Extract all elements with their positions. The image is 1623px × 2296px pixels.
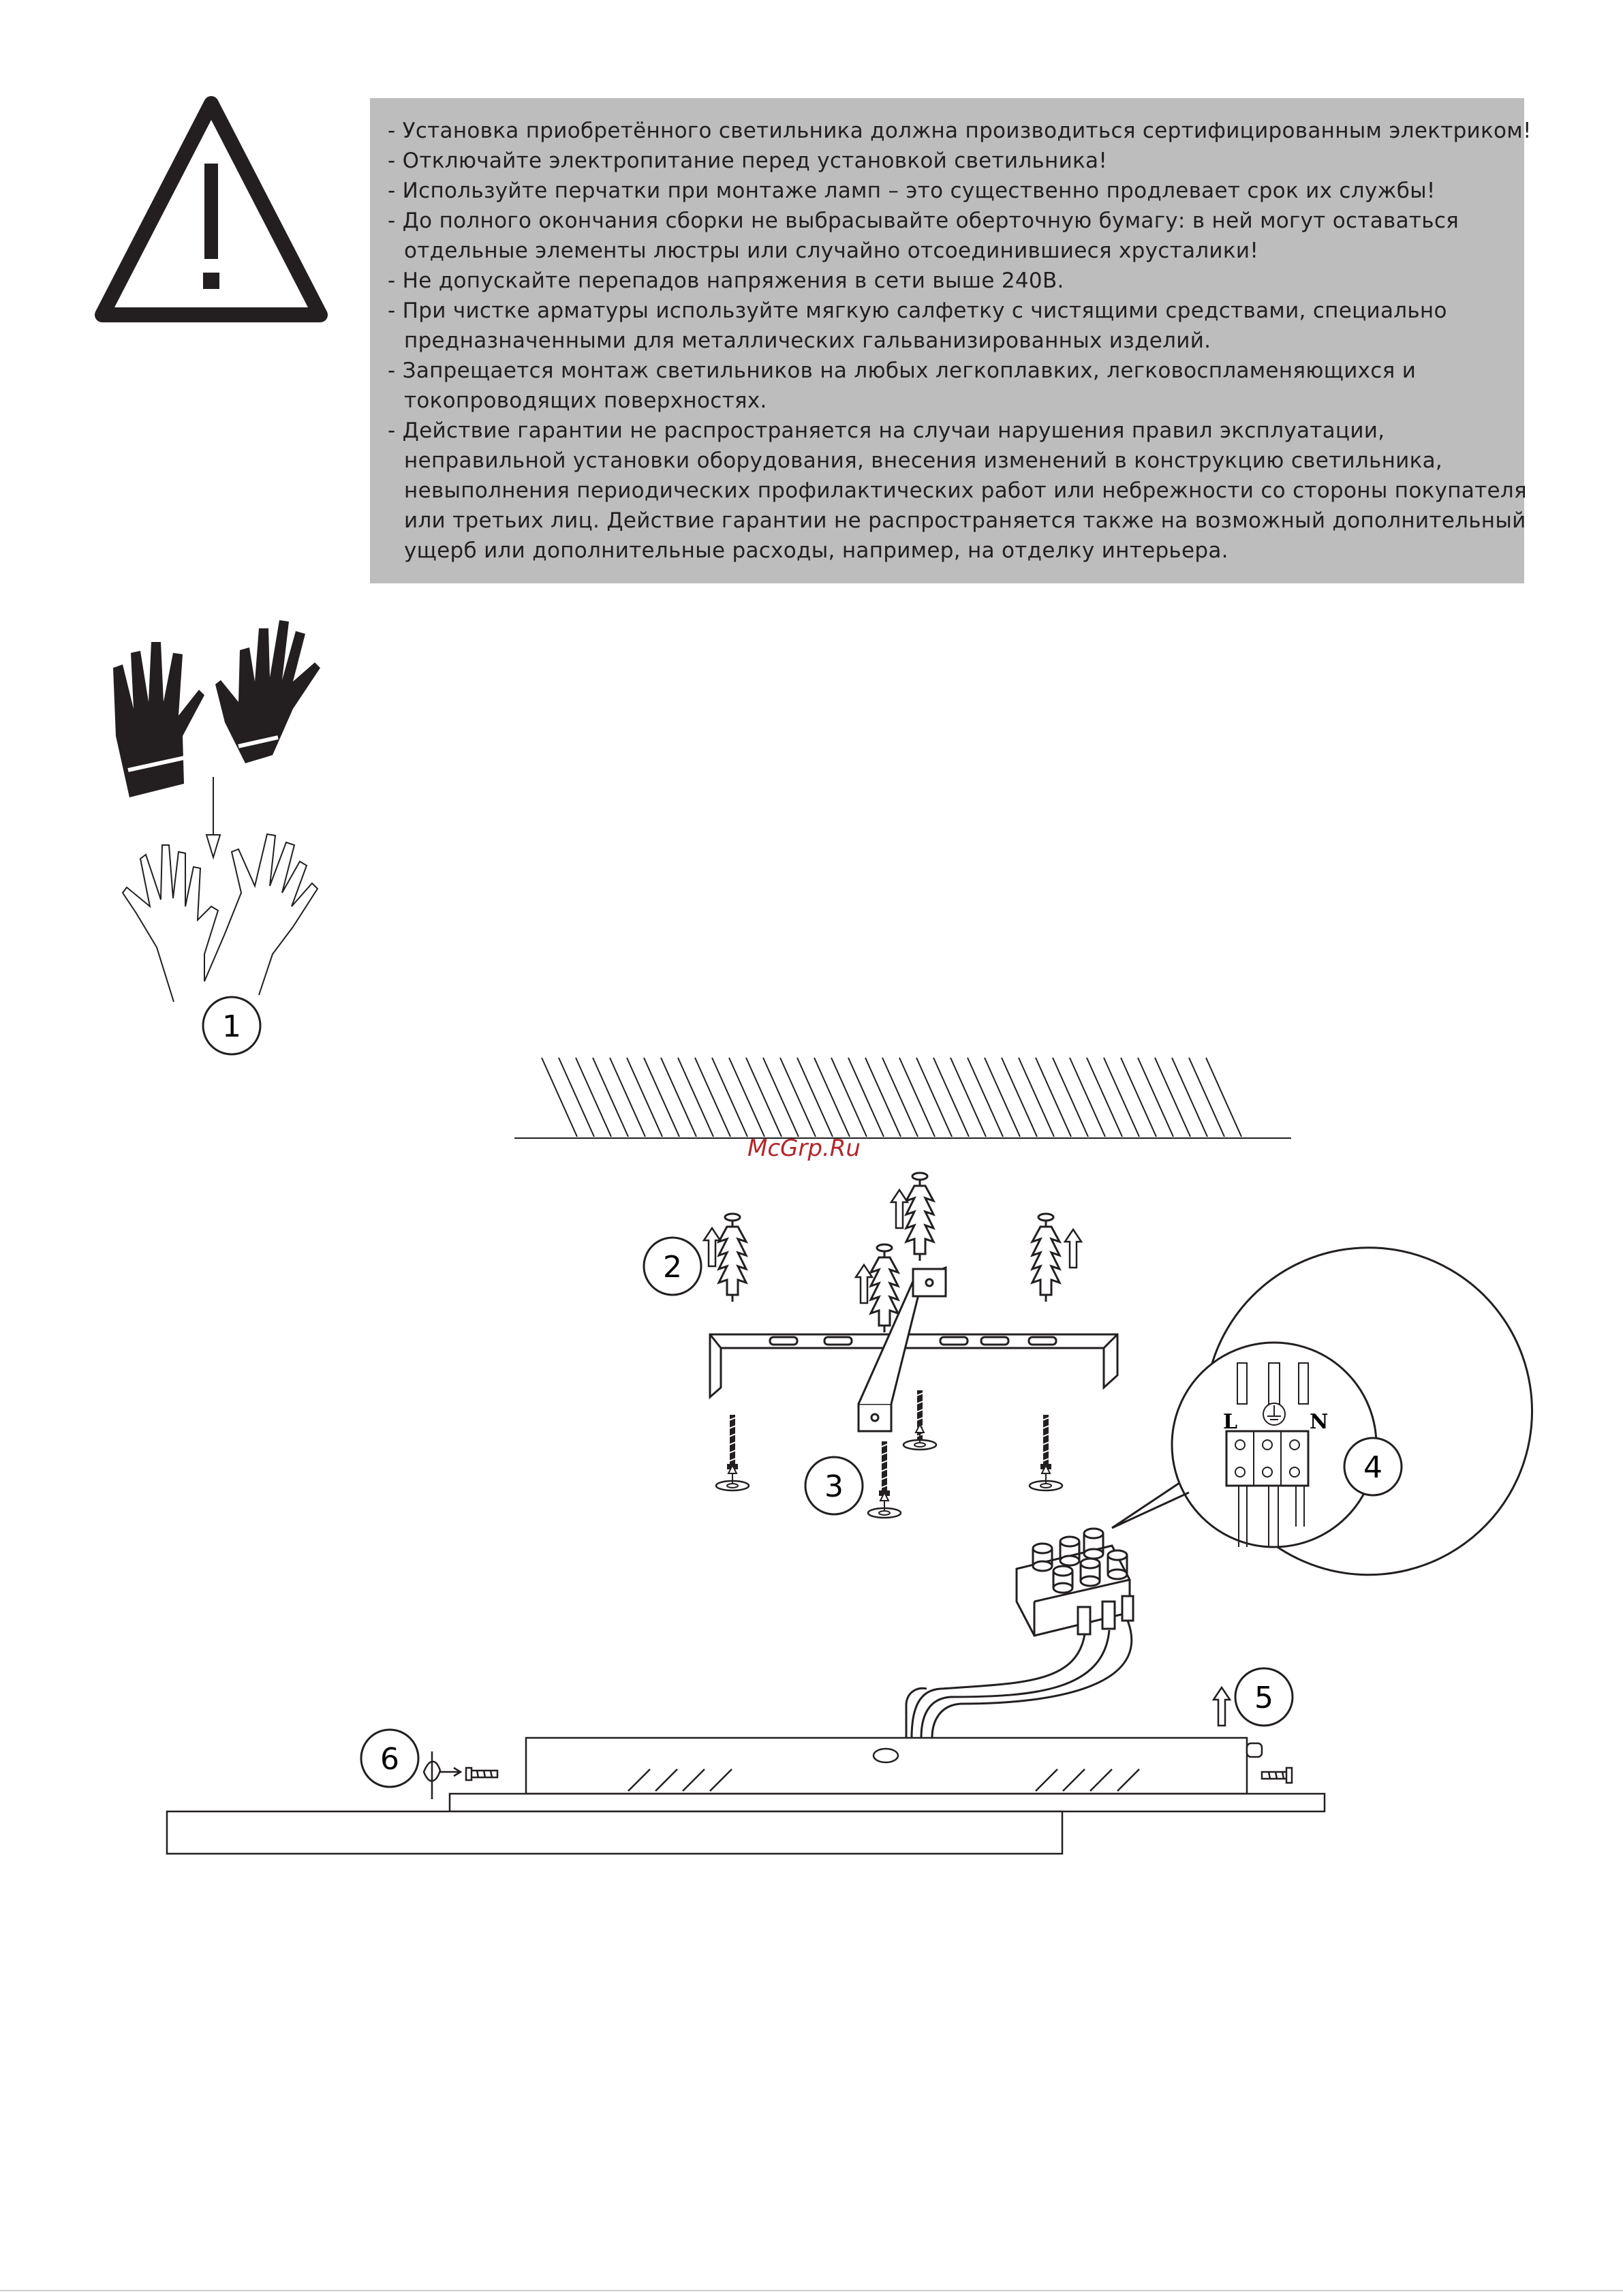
hatch-stroke	[1172, 1058, 1207, 1137]
warning-line: - До полного окончания сборки не выбрасывайте оберточную бумагу: в ней могут оставаться	[388, 209, 1459, 233]
hatch-stroke	[559, 1058, 594, 1137]
hatch-stroke	[985, 1058, 1020, 1137]
hatch-stroke	[933, 1058, 969, 1137]
dowel-right	[1032, 1214, 1060, 1302]
warning-line: токопроводящих поверхностях.	[404, 388, 767, 413]
hatch-stroke	[1189, 1058, 1224, 1137]
hatch-stroke	[1121, 1058, 1156, 1137]
warning-line: - Не допускайте перепадов напряжения в сети выше 240В.	[388, 269, 1064, 293]
ceiling-hatching	[542, 1058, 1241, 1137]
hatch-stroke	[1138, 1058, 1173, 1137]
hatch-stroke	[661, 1058, 696, 1137]
hatch-stroke	[1002, 1058, 1037, 1137]
step-marker-6	[361, 1730, 418, 1787]
step-number-5: 5	[1254, 1681, 1273, 1715]
hatch-stroke	[678, 1058, 713, 1137]
hatch-stroke	[763, 1058, 799, 1137]
warning-line: предназначенными для металлических гальванизированных изделий.	[404, 328, 1211, 353]
screw-left	[727, 1415, 738, 1469]
step-number-4: 4	[1363, 1450, 1382, 1485]
step-marker-3	[805, 1457, 863, 1514]
step-marker-4	[1344, 1438, 1402, 1495]
hatch-stroke	[950, 1058, 986, 1137]
step-number-2: 2	[663, 1250, 682, 1285]
up-arrow-icon	[856, 1265, 872, 1303]
terminal-label-live: L	[1223, 1410, 1238, 1434]
dowel-center	[906, 1173, 933, 1261]
hatch-stroke	[1019, 1058, 1054, 1137]
hatch-stroke	[644, 1058, 679, 1137]
hatch-stroke	[593, 1058, 628, 1137]
warning-line: - Отключайте электропитание перед установкой светильника!	[388, 149, 1108, 173]
terminal-block	[1017, 1529, 1133, 1636]
hatch-stroke	[780, 1058, 816, 1137]
ground-symbol-icon	[1263, 1403, 1285, 1425]
bare-hands-icon	[123, 834, 318, 1002]
hatch-stroke	[814, 1058, 850, 1137]
down-arrow-icon	[206, 777, 220, 857]
watermark: McGrp.Ru	[747, 1135, 861, 1162]
warning-triangle-icon	[102, 104, 320, 315]
hatch-stroke	[1104, 1058, 1139, 1137]
side-screw-right	[1262, 1768, 1292, 1783]
side-screw-left	[424, 1751, 497, 1799]
step-marker-2	[644, 1238, 701, 1295]
hatch-stroke	[797, 1058, 833, 1137]
hatch-stroke	[865, 1058, 901, 1137]
up-arrow-icon	[704, 1228, 720, 1266]
dowel-left	[719, 1214, 746, 1302]
step-number-6: 6	[380, 1742, 399, 1777]
step-marker-5	[1235, 1668, 1293, 1726]
step-marker-1	[203, 997, 260, 1054]
warning-line: - Действие гарантии не распространяется на случаи нарушения правил эксплуатации,	[388, 418, 1385, 443]
washer	[1030, 1465, 1062, 1490]
hatch-stroke	[695, 1058, 730, 1137]
hatch-stroke	[831, 1058, 867, 1137]
warning-line: или третьих лиц. Действие гарантии не распространяется также на возможный дополнительный	[404, 508, 1526, 533]
screw-center-left	[879, 1441, 890, 1496]
hatch-stroke	[610, 1058, 645, 1137]
hatch-stroke	[627, 1058, 662, 1137]
warning-line: - Установка приобретённого светильника должна производиться сертифицированным электриком!	[388, 119, 1532, 143]
hatch-stroke	[1036, 1058, 1071, 1137]
screw-right	[1040, 1415, 1051, 1469]
warning-line: - Запрещается монтаж светильников на любых легкоплавких, легковоспламеняющихся и	[388, 358, 1417, 383]
hatch-stroke	[542, 1058, 577, 1137]
hatch-stroke	[1070, 1058, 1105, 1137]
warning-line: - При чистке арматуры используйте мягкую салфетку с чистящими средствами, специально	[388, 299, 1447, 323]
hatch-stroke	[1087, 1058, 1122, 1137]
warning-line: ущерб или дополнительные расходы, например, на отделку интерьера.	[404, 538, 1228, 563]
terminal-label-neutral: N	[1310, 1410, 1329, 1434]
hatch-stroke	[729, 1058, 764, 1137]
warning-line: - Используйте перчатки при монтаже ламп – это существенно продлевает срок их службы!	[388, 179, 1436, 203]
hatch-stroke	[916, 1058, 952, 1137]
hatch-stroke	[968, 1058, 1003, 1137]
warning-line: неправильной установки оборудования, внесения изменений в конструкцию светильника,	[404, 448, 1443, 473]
up-arrow-icon	[891, 1190, 908, 1228]
dowel-center-left	[871, 1244, 898, 1332]
warning-line: невыполнения периодических профилактических работ или небрежности со стороны покупателя	[404, 478, 1527, 503]
hatch-stroke	[1053, 1058, 1088, 1137]
hatch-stroke	[1206, 1058, 1241, 1137]
supply-wires	[906, 1621, 1132, 1738]
washer	[868, 1493, 901, 1518]
gloves-icon	[113, 620, 320, 797]
up-arrow-icon	[1065, 1229, 1081, 1268]
up-arrow-icon	[1214, 1687, 1230, 1726]
washer	[716, 1465, 749, 1490]
hatch-stroke	[899, 1058, 935, 1137]
washer	[903, 1424, 936, 1450]
hatch-stroke	[848, 1058, 884, 1137]
step-number-1: 1	[222, 1009, 241, 1044]
hatch-stroke	[746, 1058, 782, 1137]
step-number-3: 3	[824, 1469, 844, 1504]
hatch-stroke	[576, 1058, 611, 1137]
hatch-stroke	[1155, 1058, 1190, 1137]
mounting-bracket	[710, 1268, 1117, 1431]
lamp-base	[167, 1738, 1325, 1854]
hatch-stroke	[712, 1058, 747, 1137]
warning-line: отдельные элементы люстры или случайно отсоединившиеся хрусталики!	[404, 239, 1259, 263]
hatch-stroke	[882, 1058, 918, 1137]
